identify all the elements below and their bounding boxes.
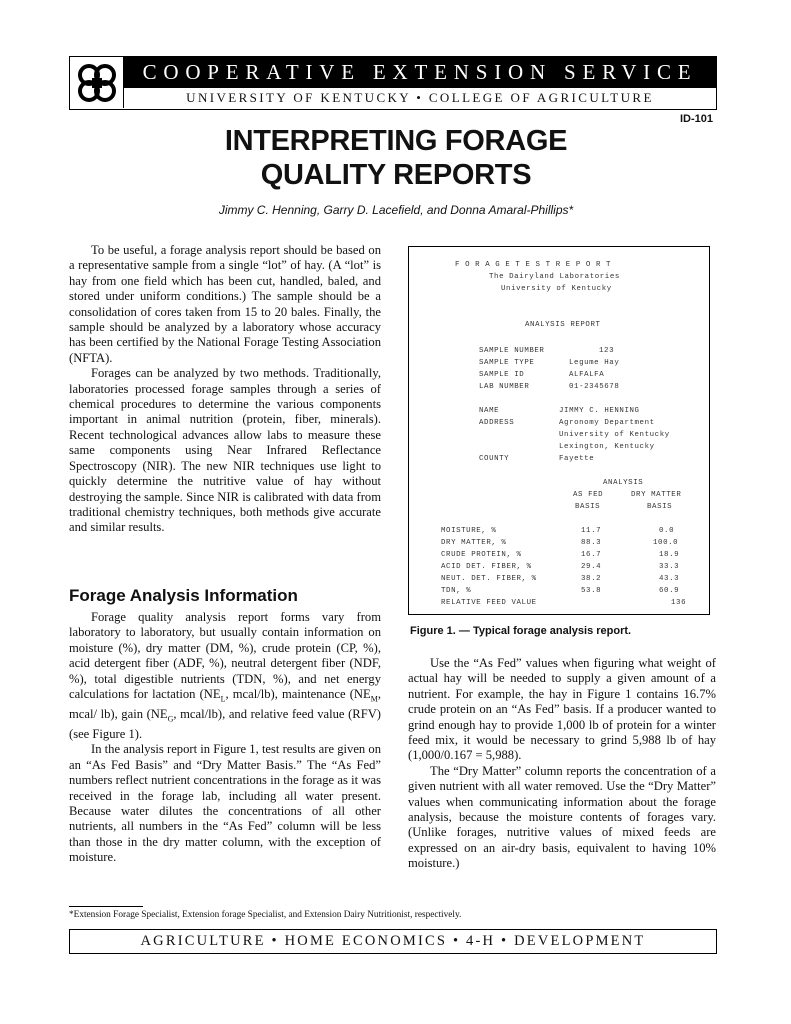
row-label: RELATIVE FEED VALUE bbox=[441, 599, 537, 607]
paragraph: Forages can be analyzed by two methods. Traditionally, laboratories processed forage samples through a series of chemical procedures to determine the various components important in animal nutrition (protein, fiber, minerals). Recent technological advances allow labs to measure these same components using Near Infrared Reflectance Spectroscopy (NIR). The new NIR techniques use light to quickly determine the nutritive value of hay without destroying the sample. Since NIR is calibrated with data from traditional chemistry techniques, both methods give accurate and similar results. bbox=[69, 366, 381, 535]
intro-text bbox=[69, 243, 381, 536]
report-subheading: ANALYSIS REPORT bbox=[525, 321, 601, 329]
extension-logo-icon bbox=[70, 57, 124, 108]
publication-id: ID-101 bbox=[680, 113, 714, 125]
as-fed-value: 11.7 bbox=[581, 527, 602, 535]
footnote: *Extension Forage Specialist, Extension forage Specialist, and Extension Dairy Nutritionist, respectively. bbox=[69, 910, 462, 920]
document-title bbox=[120, 124, 672, 192]
field-value: University of Kentucky bbox=[559, 431, 670, 439]
paragraph: The “Dry Matter” column reports the concentration of a given nutrient with all water removed. Use the “Dry Matter” values when communicating information about the forage analysis, because the moisture contents of forages vary. (Unlike forages, nutritive values of mixed feeds are expressed on an air-dry basis, equivalent to having 10% moisture.) bbox=[408, 763, 716, 871]
field-value: 123 bbox=[599, 347, 615, 355]
row-label: NEUT. DET. FIBER, % bbox=[441, 575, 537, 583]
dry-matter-value: 136 bbox=[671, 599, 687, 607]
lab-name: University of Kentucky bbox=[501, 285, 612, 293]
field-value: Legume Hay bbox=[569, 359, 620, 367]
column-header: AS FED bbox=[573, 491, 604, 499]
section-text bbox=[69, 610, 381, 866]
field-label: LAB NUMBER bbox=[479, 383, 530, 391]
column-header: DRY MATTER bbox=[631, 491, 682, 499]
as-fed-value: 16.7 bbox=[581, 551, 602, 559]
column-header: BASIS bbox=[647, 503, 673, 511]
dry-matter-value: 100.0 bbox=[653, 539, 679, 547]
as-fed-value: 88.3 bbox=[581, 539, 602, 547]
field-label: SAMPLE ID bbox=[479, 371, 525, 379]
university-line: UNIVERSITY OF KENTUCKY • COLLEGE OF AGRICULTURE bbox=[186, 90, 654, 105]
figure-caption: Figure 1. — Typical forage analysis report. bbox=[410, 625, 632, 637]
title-line-2: QUALITY REPORTS bbox=[260, 159, 532, 191]
section-heading: Forage Analysis Information bbox=[69, 586, 298, 605]
row-label: TDN, % bbox=[441, 587, 472, 595]
row-label: ACID DET. FIBER, % bbox=[441, 563, 532, 571]
field-label: SAMPLE TYPE bbox=[479, 359, 535, 367]
authors: Jimmy C. Henning, Garry D. Lacefield, and Donna Amaral-Phillips* bbox=[218, 203, 574, 217]
footer-banner: AGRICULTURE • HOME ECONOMICS • 4-H • DEVELOPMENT bbox=[69, 929, 717, 954]
row-label: CRUDE PROTEIN, % bbox=[441, 551, 522, 559]
lab-name: The Dairyland Laboratories bbox=[489, 273, 620, 281]
field-label: ADDRESS bbox=[479, 419, 515, 427]
field-label: SAMPLE NUMBER bbox=[479, 347, 545, 355]
paragraph: To be useful, a forage analysis report should be based on a representative sample from a single “lot” of hay. (A “lot” is hay from one field which has been cut, handled, baled, and stored under uniform conditions.) The sample should be a consolidation of cores taken from 15 to 20 bales. Finally, the sample should be analyzed by a laboratory whose accuracy has been certified by the National Forage Testing Association (NFTA). bbox=[69, 243, 381, 365]
paragraph: In the analysis report in Figure 1, test results are given on an “As Fed Basis” and “Dry Matter Basis.” The “As Fed” numbers reflect nutrient concentrations in the forage as it was received in the forage lab, including all water present. Because water dilutes the concentrations of all other nutrients, all numbers in the “As Fed” column will be less than those in the dry matter column, with the exception of moisture. bbox=[69, 742, 381, 865]
title-line-1: INTERPRETING FORAGE bbox=[224, 125, 568, 157]
dry-matter-value: 33.3 bbox=[659, 563, 680, 571]
field-value: Agronomy Department bbox=[559, 419, 655, 427]
right-column-text bbox=[408, 656, 716, 872]
footnote-divider bbox=[69, 906, 143, 907]
masthead bbox=[69, 56, 717, 110]
org-name: COOPERATIVE EXTENSION SERVICE bbox=[124, 57, 716, 88]
paragraph: Forage quality analysis report forms vary from laboratory to laboratory, but usually contain information on moisture (%), dry matter (DM, %), crude protein (CP, %), acid detergent fiber (ADF, %), neutral detergent fiber (NDF, %), total digestible nutrients (TDN, %), and net energy calculations for lactation ($NE_L$, mcal/lb), maintenance ($NE_M$, mcal/ lb), gain ($NE_G$, mcal/lb), and relative feed value (RFV) (see Figure 1). bbox=[69, 610, 381, 741]
dry-matter-value: 43.3 bbox=[659, 575, 680, 583]
paragraph: Use the “As Fed” values when figuring what weight of actual hay will be needed to supply a given amount of a nutrient. For example, the hay in Figure 1 contains 16.7% crude protein on an “As Fed” basis. If a producer wanted to grind enough hay to provide 1,000 lb of protein for a winter feed mix, it would be necessary to grind 5,988 lb of hay (1,000/0.167 = 5,988). bbox=[408, 656, 716, 763]
column-header: BASIS bbox=[575, 503, 601, 511]
report-heading: F O R A G E T E S T R E P O R T bbox=[455, 261, 612, 269]
field-value: JIMMY C. HENNING bbox=[559, 407, 640, 415]
analysis-heading: ANALYSIS bbox=[603, 479, 644, 487]
as-fed-value: 29.4 bbox=[581, 563, 602, 571]
as-fed-value: 38.2 bbox=[581, 575, 602, 583]
forage-analysis-report-figure bbox=[408, 246, 710, 615]
row-label: DRY MATTER, % bbox=[441, 539, 507, 547]
row-label: MOISTURE, % bbox=[441, 527, 497, 535]
field-value: Lexington, Kentucky bbox=[559, 443, 655, 451]
field-value: ALFALFA bbox=[569, 371, 605, 379]
dry-matter-value: 0.0 bbox=[659, 527, 675, 535]
field-value: Fayette bbox=[559, 455, 595, 463]
field-value: 01-2345678 bbox=[569, 383, 620, 391]
field-label: NAME bbox=[479, 407, 500, 415]
dry-matter-value: 60.9 bbox=[659, 587, 680, 595]
field-label: COUNTY bbox=[479, 455, 510, 463]
as-fed-value: 53.8 bbox=[581, 587, 602, 595]
dry-matter-value: 18.9 bbox=[659, 551, 680, 559]
